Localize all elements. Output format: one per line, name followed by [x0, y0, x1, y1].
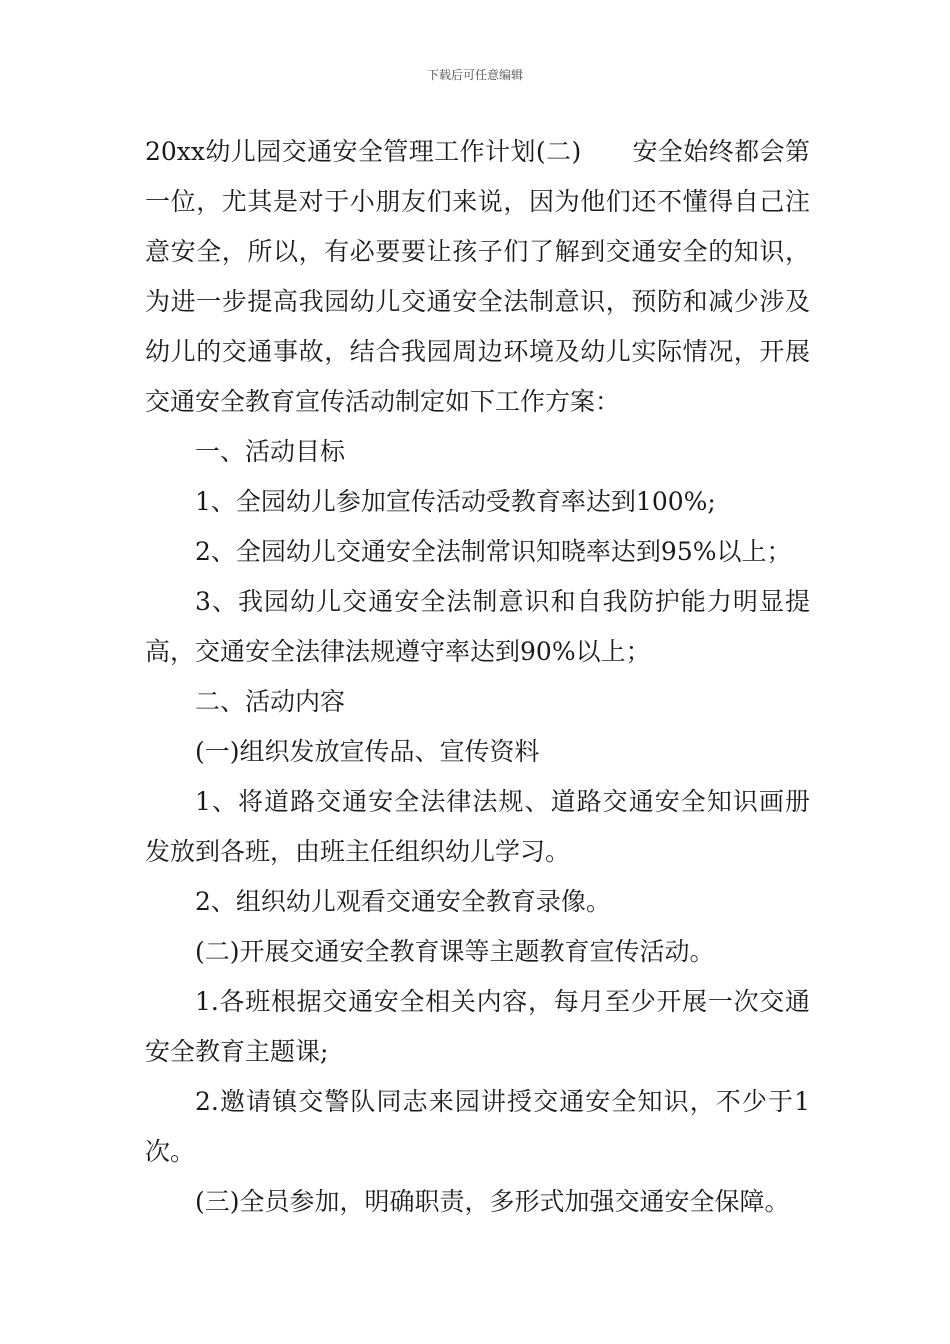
paragraph-materials-1: 1、将道路交通安全法律法规、道路交通安全知识画册发放到各班，由班主任组织幼儿学习。: [145, 787, 810, 866]
heading-activity-goals: 一、活动目标: [195, 437, 346, 466]
heading-activity-content: 二、活动内容: [195, 687, 346, 716]
paragraph-education-2: 2.邀请镇交警队同志来园讲授交通安全知识，不少于1次。: [145, 1087, 810, 1166]
paragraph-materials-2: 2、组织幼儿观看交通安全教育录像。: [195, 887, 611, 916]
subheading-education-class: (二)开展交通安全教育课等主题教育宣传活动。: [195, 937, 715, 966]
paragraph-education-1: 1.各班根据交通安全相关内容，每月至少开展一次交通安全教育主题课;: [145, 987, 810, 1066]
paragraph-goal-2: 2、全园幼儿交通安全法制常识知晓率达到95%以上；: [195, 537, 792, 566]
subheading-materials: (一)组织发放宣传品、宣传资料: [195, 737, 540, 766]
subheading-all-staff: (三)全员参加，明确职责，多形式加强交通安全保障。: [195, 1187, 790, 1216]
paragraph-goal-3: 3、我园幼儿交通安全法制意识和自我防护能力明显提高，交通安全法律法规遵守率达到90%以上；: [145, 587, 810, 666]
page-header-note: 下载后可任意编辑: [426, 68, 523, 82]
document-body: [145, 127, 810, 1227]
paragraph-goal-1: 1、全园幼儿参加宣传活动受教育率达到100%;: [195, 487, 716, 516]
paragraph-intro: 20xx幼儿园交通安全管理工作计划(二) 安全始终都会第一位，尤其是对于小朋友们来说，因为他们还不懂得自己注意安全，所以，有必要要让孩子们了解到交通安全的知识，为进一步提高我园幼儿交通安全法制意识，预防和减少涉及幼儿的交通事故，结合我园周边环境及幼儿实际情况，开展交通安全教育宣传活动制定如下工作方案：: [145, 137, 810, 416]
